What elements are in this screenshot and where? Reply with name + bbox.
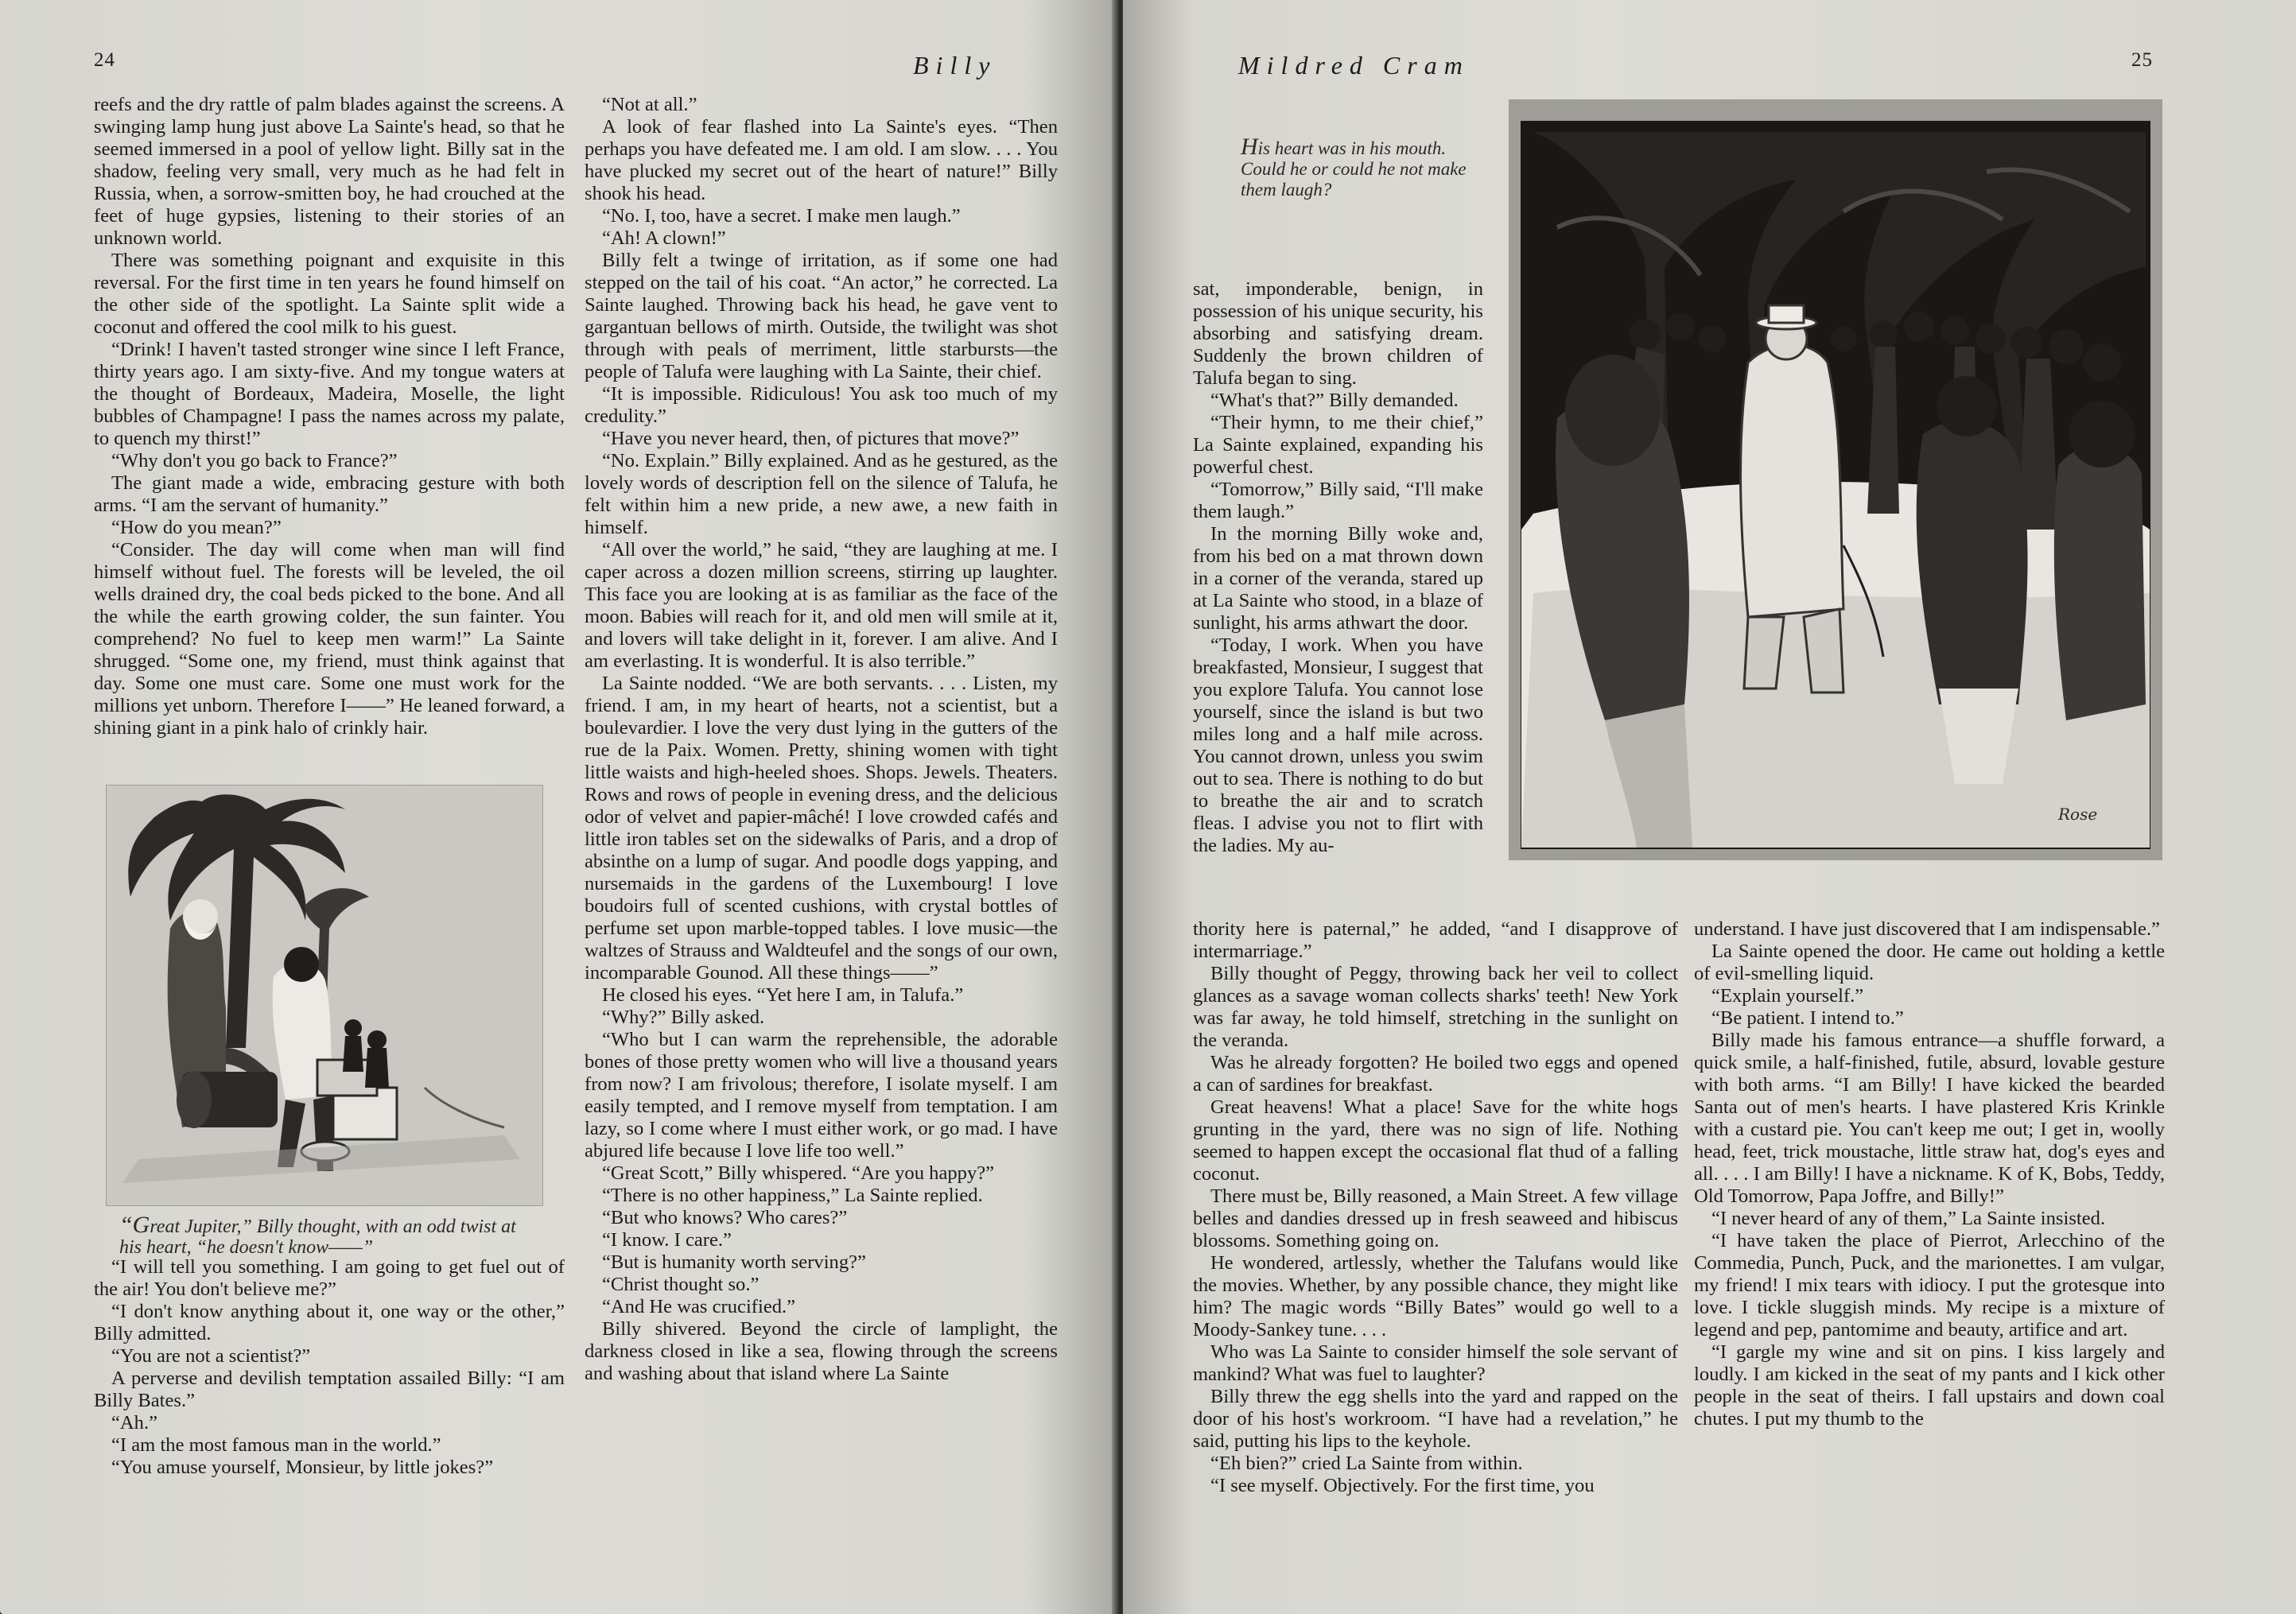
- caption-initial: “G: [119, 1212, 150, 1238]
- paragraph: “Ah.”: [111, 1412, 158, 1434]
- paragraph: In the morning Billy woke and, from his bed on a mat thrown down in a corner of the veranda, stared up at La Sainte who stood, in a blaze of sunlight, his arms athwart the door.: [1193, 523, 1483, 634]
- paragraph: “Tomorrow,” Billy said, “I'll make them laugh.”: [1193, 479, 1483, 522]
- paragraph: sat, imponderable, benign, in possession of his unique security, his absorbing and satisfying dream. Suddenly the brown children of Talufa began to sing.: [1193, 278, 1483, 389]
- paragraph: La Sainte opened the door. He came out holding a kettle of evil-smelling liquid.: [1694, 941, 2165, 984]
- paragraph: He wondered, artlessly, whether the Talufans would like the movies. Whether, by any possible chance, they might like him? The magic words “Billy Bates” would go well to a Moody-Sankey tune. . . .: [1193, 1252, 1678, 1340]
- paragraph: reefs and the dry rattle of palm blades against the screens. A swinging lamp hung just above La Sainte's head, so that he seemed immersed in a pool of yellow light. Billy sat in the shadow, feeling very small, very much as he had felt in Russia, when, a sorrow-smitten boy, he had crouched at the feet of huge gypsies, listening to their stories of an unknown world.: [94, 94, 565, 249]
- paragraph: “I don't know anything about it, one way or the other,” Billy admitted.: [94, 1301, 565, 1344]
- paragraph: Billy thought of Peggy, throwing back her veil to collect glances as a savage woman collects sharks' teeth! New York was far away, he told himself, stretching in the sunlight on the veranda.: [1193, 963, 1678, 1051]
- left-page: [0, 0, 1117, 1614]
- right-column-2: [1694, 918, 2165, 1430]
- paragraph: There was something poignant and exquisite in this reversal. For the first time in ten years he found himself on the other side of the spotlight. La Sainte split wide a coconut and offered the cool milk to his guest.: [94, 250, 565, 338]
- paragraph: “Why?” Billy asked.: [602, 1007, 765, 1028]
- page-number: 24: [94, 49, 115, 71]
- paragraph: “Have you never heard, then, of pictures that move?”: [602, 428, 1020, 449]
- paragraph: “But is humanity worth serving?”: [602, 1251, 866, 1273]
- paragraph: He closed his eyes. “Yet here I am, in Talufa.”: [602, 984, 964, 1006]
- paragraph: Billy felt a twinge of irritation, as if some one had stepped on the tail of his coat. “An actor,” he corrected. La Sainte laughed. Throwing back his head, he gave vent to gargantuan bellows of mirth. Outside, the twilight was shot through with peals of merriment, little starbursts—the people of Talufa were laughing with La Sainte, their chief.: [585, 250, 1058, 382]
- paragraph: understand. I have just discovered that I am indispensable.”: [1694, 918, 2160, 940]
- paragraph: Billy made his famous entrance—a shuffle forward, a quick smile, a half-finished, futile, absurd, lovable gesture with both arms. “I am Billy! I have kicked the bearded Santa out of men's hearts. I have plastered Kris Krinkle with a custard pie. You can't keep me out; I get in, woolly head, feet, trick moustache, little straw hat, dog's eyes and all. . . . I am Billy! I have a nickname. K of K, Bobs, Teddy, Old Tomorrow, Papa Joffre, and Billy!”: [1694, 1030, 2165, 1207]
- paragraph: “Consider. The day will come when man will find himself without fuel. The forests will be leveled, the oil wells drained dry, the coal beds picked to the bone. And all the while the earth growing colder, the sun fainter. You comprehend? No fuel to keep men warm!” La Sainte shrugged. “Some one, my friend, must think against that day. Some one must care. Some one must work for the millions yet unborn. Therefore I——” He leaned forward, a shining giant in a pink halo of crinkly hair.: [94, 539, 565, 739]
- paragraph: “Their hymn, to me their chief,” La Sainte explained, expanding his powerful chest.: [1193, 412, 1483, 478]
- paragraph: “Today, I work. When you have breakfasted, Monsieur, I suggest that you explore Talufa. You cannot lose yourself, since the island is but two miles long and a half mile across. You cannot drown, unless you swim out to sea. There is nothing to do but to breathe the air and to scratch fleas. I advise you not to flirt with the ladies. My au-: [1193, 634, 1483, 856]
- paragraph: “Why don't you go back to France?”: [111, 450, 398, 471]
- paragraph: “You amuse yourself, Monsieur, by little jokes?”: [111, 1457, 494, 1478]
- paragraph: “Not at all.”: [602, 94, 697, 115]
- paragraph: “I never heard of any of them,” La Sainte insisted.: [1711, 1208, 2106, 1229]
- left-column-1-bottom: [94, 1256, 565, 1479]
- right-column-1-bottom: [1193, 918, 1678, 1497]
- left-column-2: [585, 94, 1058, 1385]
- paragraph: “I gargle my wine and sit on pins. I kiss largely and loudly. I am kicked in the seat of my pants and I kick other people in the seat of theirs. I fall upstairs and down coal chutes. I put my thumb to the: [1694, 1341, 2165, 1430]
- illustration-signature: Rose: [2058, 805, 2098, 824]
- paragraph: “Great Scott,” Billy whispered. “Are you happy?”: [602, 1162, 995, 1184]
- paragraph: “I am the most famous man in the world.”: [111, 1434, 441, 1456]
- paragraph: Was he already forgotten? He boiled two eggs and opened a can of sardines for breakfast.: [1193, 1052, 1678, 1096]
- paragraph: A look of fear flashed into La Sainte's eyes. “Then perhaps you have defeated me. I am old. I am slow. . . . You have plucked my secret out of the heart of nature!” Billy shook his head.: [585, 116, 1058, 204]
- left-column-1: [94, 94, 565, 739]
- paragraph: “You are not a scientist?”: [111, 1345, 311, 1367]
- paragraph: Billy shivered. Beyond the circle of lamplight, the darkness closed in like a sea, flowing through the screens and washing about that island where La Sainte: [585, 1318, 1058, 1384]
- paragraph: “No. I, too, have a secret. I make men laugh.”: [602, 205, 961, 227]
- illustration-caption: [119, 1212, 533, 1258]
- paragraph: “I will tell you something. I am going to get fuel out of the air! You don't believe me?”: [94, 1256, 565, 1300]
- running-head: Billy: [913, 51, 997, 80]
- paragraph: “Eh bien?” cried La Sainte from within.: [1210, 1453, 1523, 1474]
- caption-initial: H: [1241, 134, 1258, 160]
- illustration-drawing: [1509, 100, 2162, 859]
- paragraph: There must be, Billy reasoned, a Main Street. A few village belles and dandies dressed up in fresh seaweed and hibiscus blossoms. Something going on.: [1193, 1185, 1678, 1251]
- right-column-1: [1193, 278, 1483, 857]
- paragraph: “What's that?” Billy demanded.: [1210, 390, 1459, 411]
- paragraph: “Be patient. I intend to.”: [1711, 1007, 1904, 1029]
- illustration-billy-crowd: [1509, 100, 2162, 859]
- paragraph: “I have taken the place of Pierrot, Arlecchino of the Commedia, Punch, Puck, and the marionettes. I am vulgar, my friend! I mix tears with idiocy. I put the grotesque into love. I tickle sluggish minds. My recipe is a mixture of legend and pep, pantomime and beauty, artifice and art.: [1694, 1230, 2165, 1340]
- paragraph: “And He was crucified.”: [602, 1296, 796, 1317]
- paragraph: A perverse and devilish temptation assailed Billy: “I am Billy Bates.”: [94, 1368, 565, 1411]
- paragraph: “It is impossible. Ridiculous! You ask too much of my credulity.”: [585, 383, 1058, 427]
- paragraph: “Explain yourself.”: [1711, 985, 1864, 1007]
- paragraph: La Sainte nodded. “We are both servants. . . . Listen, my friend. I am, in my heart of hearts, not a scientist, but a boulevardier. I love the very dust lying in the gutters of the rue de la Paix. Women. Pretty, shining women with tight little waists and high-heeled shoes. Shops. Jewels. Theaters. Rows and rows of people in evening dress, and the delicious odor of velvet and papier-mâché! I love crowded cafés and little iron tables set on the sidewalks of Paris, and a drop of absinthe on a lump of sugar. And poodle dogs yapping, and nursemaids in the gardens of the Luxembourg! I love boudoirs full of scented cushions, with crystal bottles of perfume set upon marble-topped tables. I love music—the waltzes of Strauss and Waldteufel and the songs of our own, incomparable Gounod. All these things——”: [585, 673, 1058, 984]
- running-head: Mildred Cram: [1238, 51, 1470, 80]
- paragraph: “No. Explain.” Billy explained. And as he gestured, as the lovely words of description fell on the silence of Talufa, he felt within him a new pride, a new awe, a new faith in himself.: [585, 450, 1058, 538]
- right-page: [1123, 0, 2296, 1614]
- paragraph: “Ah! A clown!”: [602, 227, 726, 249]
- paragraph: “I know. I care.”: [602, 1229, 732, 1251]
- caption-text: is heart was in his mouth. Could he or could he not make them laugh?: [1241, 138, 1467, 200]
- paragraph: “I see myself. Objectively. For the first time, you: [1210, 1475, 1595, 1496]
- illustration-drawing: [107, 786, 542, 1205]
- paragraph: “All over the world,” he said, “they are laughing at me. I caper across a dozen million screens, stirring up laughter. This face you are looking at is as familiar as the face of the moon. Babies will reach for it, and old men will smile at it, and lovers will take delight in it, forever. I am alive. And I am everlasting. It is wonderful. It is also terrible.”: [585, 539, 1058, 672]
- paragraph: “Drink! I haven't tasted stronger wine since I left France, thirty years ago. I am sixty-five. And my tongue waters at the thought of Bordeaux, Madeira, Moselle, the light bubbles of Champagne! I pass the names across my palate, to quench my thirst!”: [94, 339, 565, 449]
- paragraph: “Who but I can warm the reprehensible, the adorable bones of those pretty women who will live a thousand years from now? I am frivolous; therefore, I isolate myself. I am easily tempted, and I remove myself from temptation. I am lazy, so I come where I must either work, or go mad. I have abjured life because I love life too well.”: [585, 1029, 1058, 1162]
- paragraph: Great heavens! What a place! Save for the white hogs grunting in the yard, there was no sign of life. Nothing seemed to happen except the occasional flat thud of a falling coconut.: [1193, 1096, 1678, 1185]
- paragraph: Who was La Sainte to consider himself the sole servant of mankind? What was fuel to laughter?: [1193, 1341, 1678, 1385]
- illustration-caption: [1241, 134, 1487, 200]
- paragraph: “Christ thought so.”: [602, 1274, 760, 1295]
- page-number: 25: [2131, 49, 2153, 71]
- paragraph: Billy threw the egg shells into the yard and rapped on the door of his host's workroom. “I have had a revelation,” he said, putting his lips to the keyhole.: [1193, 1386, 1678, 1452]
- paragraph: thority here is paternal,” he added, “and I disapprove of intermarriage.”: [1193, 918, 1678, 962]
- illustration-jungle-scene: [107, 786, 542, 1205]
- paragraph: The giant made a wide, embracing gesture with both arms. “I am the servant of humanity.”: [94, 472, 565, 516]
- paragraph: “How do you mean?”: [111, 517, 282, 538]
- paragraph: “But who knows? Who cares?”: [602, 1207, 848, 1228]
- caption-text: reat Jupiter,” Billy thought, with an odd twist at his heart, “he doesn't know——”: [119, 1216, 516, 1258]
- paragraph: “There is no other happiness,” La Sainte replied.: [602, 1185, 983, 1206]
